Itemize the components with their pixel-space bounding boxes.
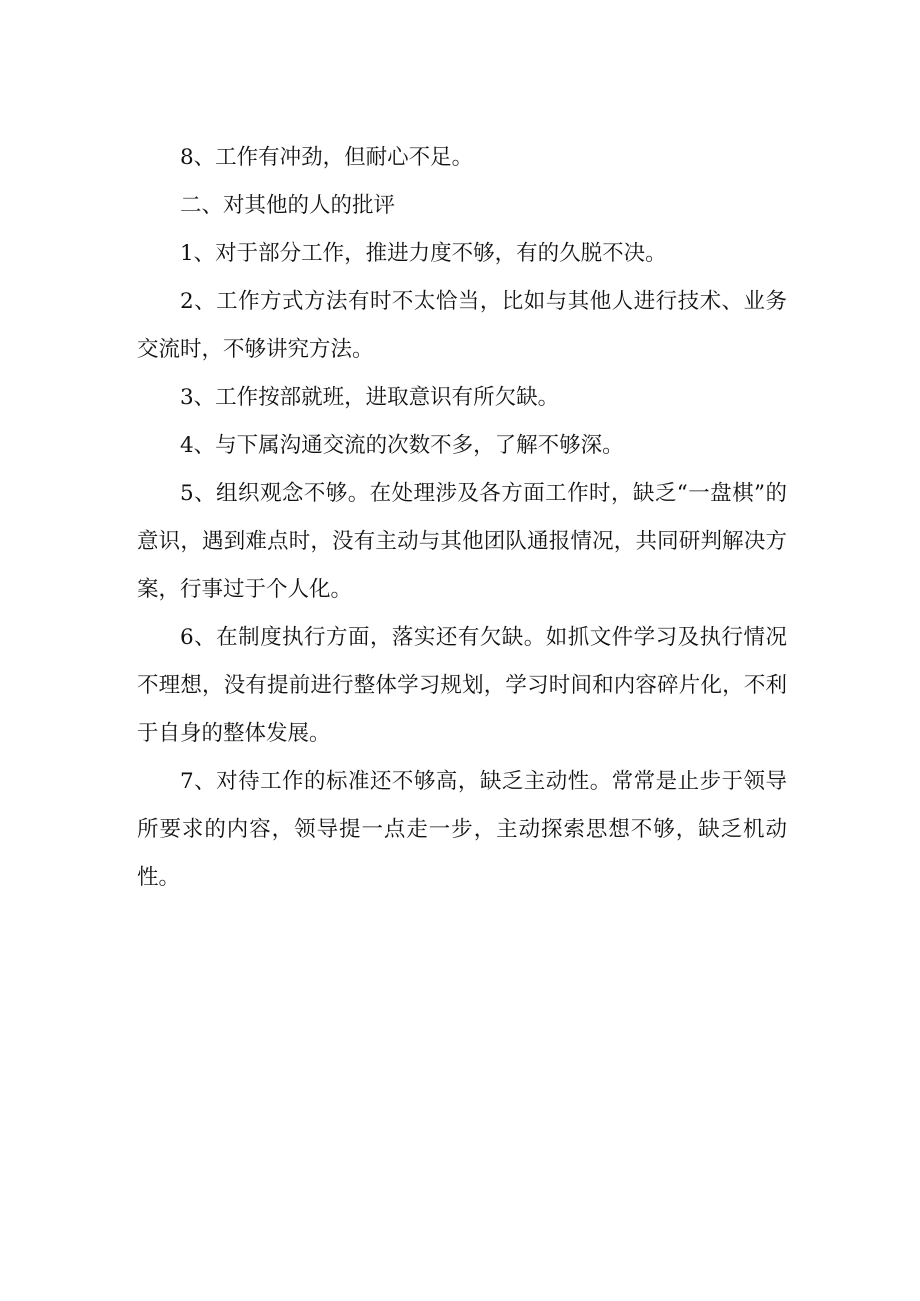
paragraph-item-8: 8、工作有冲劲，但耐心不足。: [180, 145, 474, 170]
document-body: [137, 134, 787, 902]
section-heading-criticism-of-others: 二、对其他的人的批评: [180, 193, 396, 218]
paragraph-item-3: 3、工作按部就班，进取意识有所欠缺。: [180, 385, 560, 410]
paragraph-item-2: 2、工作方式方法有时不太恰当，比如与其他人进行技术、业务交流时，不够讲究方法。: [137, 289, 787, 362]
paragraph-item-5: 5、组织观念不够。在处理涉及各方面工作时，缺乏“一盘棋”的意识，遇到难点时，没有主动与其他团队通报情况，共同研判解决方案，行事过于个人化。: [137, 481, 787, 602]
paragraph-item-7: 7、对待工作的标准还不够高，缺乏主动性。常常是止步于领导所要求的内容，领导提一点走一步，主动探索思想不够，缺乏机动性。: [137, 769, 787, 890]
paragraph-item-6: 6、在制度执行方面，落实还有欠缺。如抓文件学习及执行情况不理想，没有提前进行整体学习规划，学习时间和内容碎片化，不利于自身的整体发展。: [137, 625, 787, 746]
paragraph-item-1: 1、对于部分工作，推进力度不够，有的久脱不决。: [180, 241, 667, 266]
paragraph-item-4: 4、与下属沟通交流的次数不多，了解不够深。: [180, 433, 624, 458]
